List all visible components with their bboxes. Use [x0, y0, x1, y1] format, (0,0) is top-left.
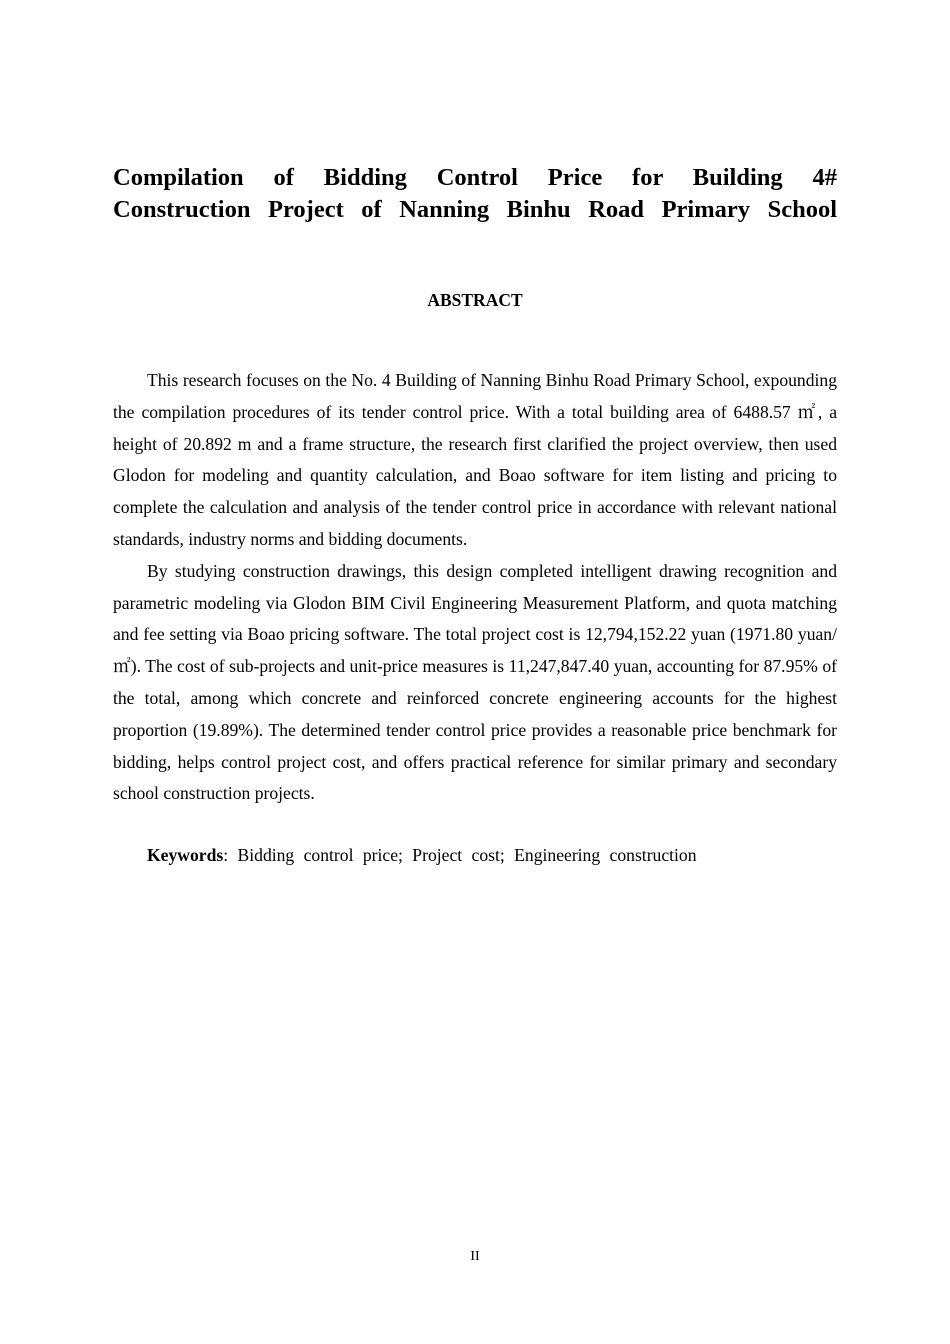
keywords-separator: : [223, 845, 229, 865]
keywords-label: Keywords [147, 845, 224, 865]
abstract-body [113, 365, 837, 810]
keywords-line [147, 842, 697, 868]
abstract-paragraph-2: By studying construction drawings, this design completed intelligent drawing recognition and parametric modeling via Glodon BIM Civil Engineering Measurement Platform, and quota matching and fee setting via Boao pricing software. The total project cost is 12,794,152.22 yuan (1971.80 yuan/㎡). The cost of sub-projects and unit-price measures is 11,247,847.40 yuan, accounting for 87.95% of the total, among which concrete and reinforced concrete engineering accounts for the highest proportion (19.89%). The determined tender control price provides a reasonable price benchmark for bidding, helps control project cost, and offers practical reference for similar primary and secondary school construction projects. [113, 560, 837, 804]
document-title [113, 162, 837, 226]
title-line-1: Compilation of Bidding Control Price for Building 4# [113, 164, 837, 191]
page-number: II [470, 1249, 480, 1264]
abstract-heading: ABSTRACT [427, 290, 523, 310]
abstract-paragraph-1: This research focuses on the No. 4 Building of Nanning Binhu Road Primary School, expounding the compilation procedures of its tender control price. With a total building area of 6488.57 ㎡, a height of 20.892 m and a frame structure, the research first clarified the project overview, then used Glodon for modeling and quantity calculation, and Boao software for item listing and pricing to complete the calculation and analysis of the tender control price in accordance with relevant national standards, industry norms and bidding documents. [113, 370, 837, 549]
keywords-text: Bidding control price; Project cost; Engineering construction [237, 845, 697, 865]
title-line-2: Construction Project of Nanning Binhu Road Primary School [113, 196, 837, 223]
